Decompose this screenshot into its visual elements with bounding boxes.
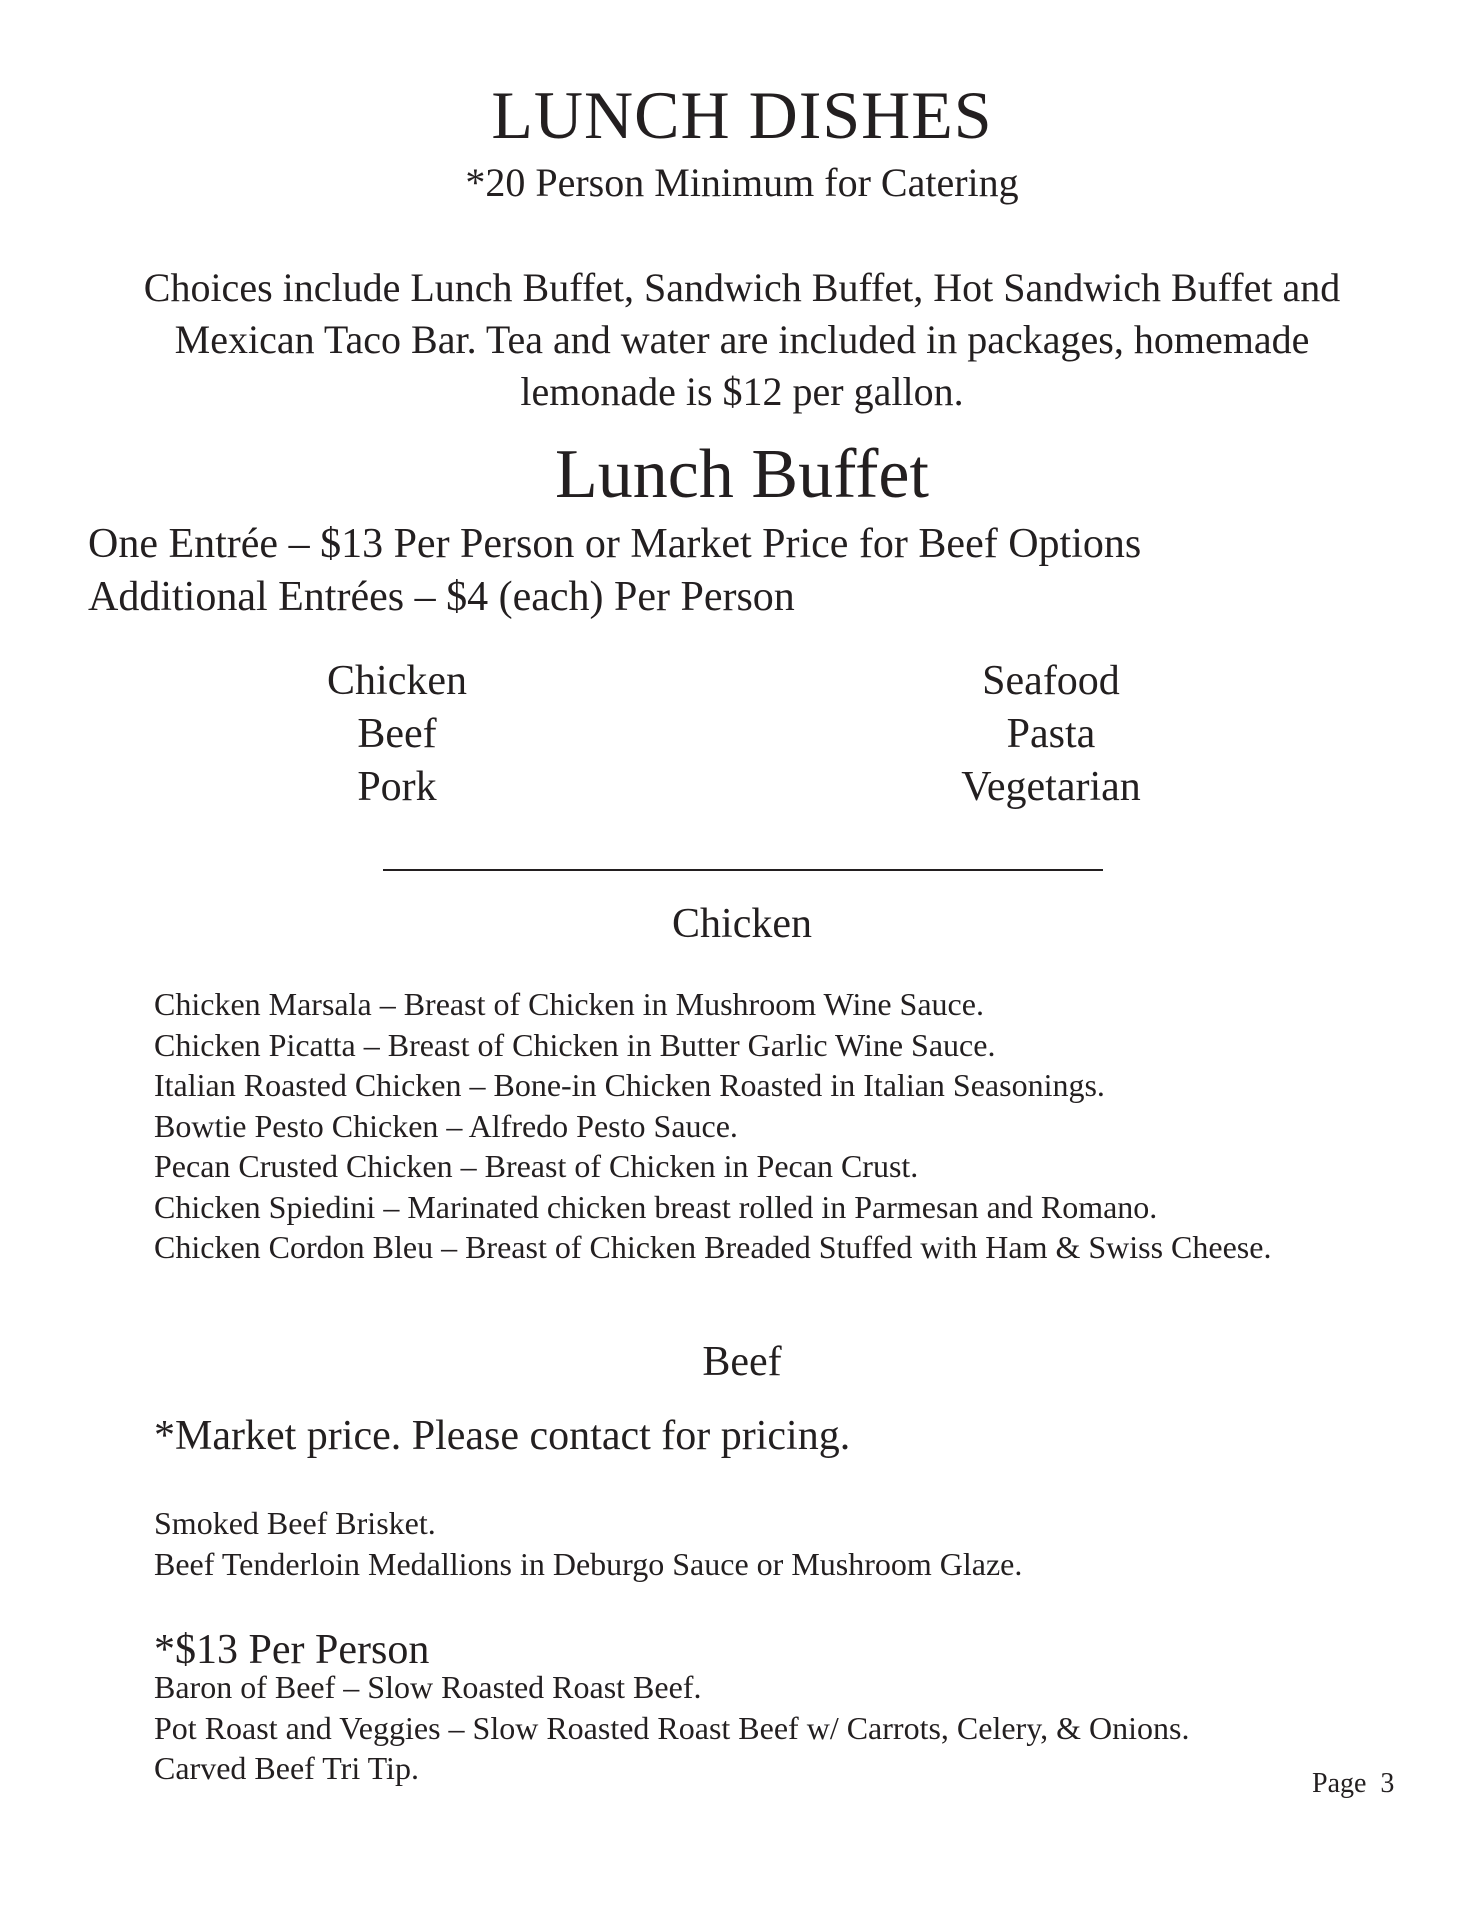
beef-market-price-note: *Market price. Please contact for pricing. [154,1413,851,1459]
menu-item: Bowtie Pesto Chicken – Alfredo Pesto Sauce. [154,1107,738,1144]
beef-section-heading: Beef [702,1339,782,1385]
menu-item: Chicken Cordon Bleu – Breast of Chicken Breaded Stuffed with Ham & Swiss Cheese. [154,1229,1272,1265]
category-item: Seafood [982,658,1120,704]
category-list-right [851,655,1251,814]
menu-item: Chicken Marsala – Breast of Chicken in Mushroom Wine Sauce. [154,986,984,1022]
menu-item: Pecan Crusted Chicken – Breast of Chicken in Pecan Crust. [154,1148,919,1184]
menu-item: Carved Beef Tri Tip. [154,1750,419,1786]
beef-fixed-menu-list [154,1667,1189,1789]
category-item: Pork [357,764,437,810]
menu-item: Smoked Beef Brisket. [154,1505,436,1541]
chicken-menu-list [154,984,1271,1268]
category-item: Chicken [327,658,467,704]
pricing-line: One Entrée – $13 Per Person or Market Price for Beef Options [88,521,1142,567]
menu-item: Beef Tenderloin Medallions in Deburgo Sauce or Mushroom Glaze. [154,1545,1023,1582]
category-item: Pasta [1006,711,1096,757]
intro-line: lemonade is $12 per gallon. [520,369,964,414]
beef-market-menu-list [154,1503,1022,1584]
intro-paragraph [0,262,1484,418]
section-divider [383,869,1103,871]
intro-line: Mexican Taco Bar. Tea and water are included in packages, homemade [174,317,1310,362]
intro-line: Choices include Lunch Buffet, Sandwich Buffet, Hot Sandwich Buffet and [143,265,1341,310]
beef-fixed-price-note: *$13 Per Person [154,1627,430,1673]
category-item: Vegetarian [961,764,1141,810]
menu-item: Baron of Beef – Slow Roasted Roast Beef. [154,1669,702,1705]
chicken-section-heading: Chicken [672,901,812,947]
buffet-pricing [88,518,1141,624]
page-number: Page 3 [1312,1768,1395,1799]
lunch-buffet-title: Lunch Buffet [555,436,929,513]
category-item: Beef [357,711,437,757]
catering-minimum-note: *20 Person Minimum for Catering [465,160,1019,205]
menu-item: Italian Roasted Chicken – Bone-in Chicken Roasted in Italian Seasonings. [154,1067,1105,1103]
pricing-line: Additional Entrées – $4 (each) Per Person [88,574,795,620]
category-list-left [197,655,597,814]
menu-item: Pot Roast and Veggies – Slow Roasted Roast Beef w/ Carrots, Celery, & Onions. [154,1709,1190,1746]
menu-item: Chicken Spiedini – Marinated chicken breast rolled in Parmesan and Romano. [154,1188,1158,1225]
menu-item: Chicken Picatta – Breast of Chicken in Butter Garlic Wine Sauce. [154,1026,996,1063]
page-title: LUNCH DISHES [491,77,993,153]
